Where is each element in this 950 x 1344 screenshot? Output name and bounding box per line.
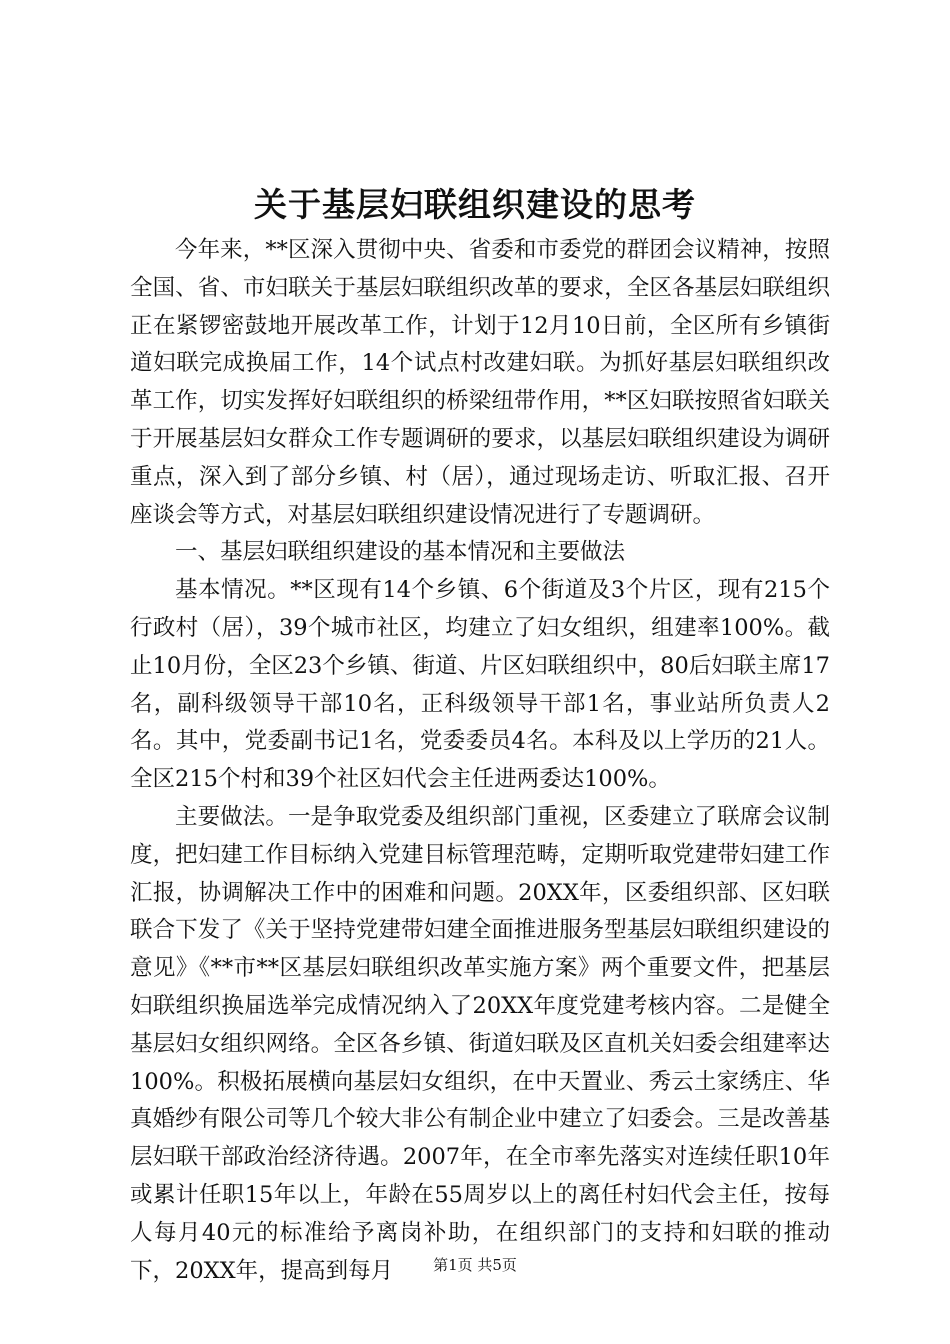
- document-title: 关于基层妇联组织建设的思考: [254, 185, 696, 224]
- paragraph-basic-situation: 基本情况。**区现有14个乡镇、6个街道及3个片区，现有215个行政村（居），39个城市社区，均建立了妇女组织，组建率100%。截止10月份，全区23个乡镇、街道、片区妇联组织中，80后妇联主席17名，副科级领导干部10名，正科级领导干部1名，事业站所负责人2名。其中，党委副书记1名，党委委员4名。本科及以上学历的21人。全区215个村和39个社区妇代会主任进两委达100%。: [130, 577, 830, 793]
- section-heading-1: 一、基层妇联组织建设的基本情况和主要做法: [175, 539, 626, 566]
- document-body: [130, 232, 830, 1290]
- page-number-footer: 第1页 共5页: [433, 1256, 517, 1274]
- paragraph-main-practices: 主要做法。一是争取党委及组织部门重视，区委建立了联席会议制度，把妇建工作目标纳入党建目标管理范畴，定期听取党建带妇建工作汇报，协调解决工作中的困难和问题。20XX年，区委组织部、区妇联联合下发了《关于坚持党建带妇建全面推进服务型基层妇联组织建设的意见》《**市**区基层妇联组织改革实施方案》两个重要文件，把基层妇联组织换届选举完成情况纳入了20XX年度党建考核内容。二是健全基层妇女组织网络。全区各乡镇、街道妇联及区直机关妇委会组建率达100%。积极拓展横向基层妇女组织，在中天置业、秀云土家绣庄、华真婚纱有限公司等几个较大非公有制企业中建立了妇委会。三是改善基层妇联干部政治经济待遇。2007年，在全市率先落实对连续任职10年或累计任职15年以上，年龄在55周岁以上的离任村妇代会主任，按每人每月40元的标准给予离岗补助，在组织部门的支持和妇联的推动下，20XX年，提高到每月: [130, 803, 830, 1284]
- paragraph-intro: 今年来，**区深入贯彻中央、省委和市委党的群团会议精神，按照全国、省、市妇联关于基层妇联组织改革的要求，全区各基层妇联组织正在紧锣密鼓地开展改革工作，计划于12月10日前，全区所有乡镇街道妇联完成换届工作，14个试点村改建妇联。为抓好基层妇联组织改革工作，切实发挥好妇联组织的桥梁纽带作用，**区妇联按照省妇联关于开展基层妇女群众工作专题调研的要求，以基层妇联组织建设为调研重点，深入到了部分乡镇、村（居），通过现场走访、听取汇报、召开座谈会等方式，对基层妇联组织建设情况进行了专题调研。: [130, 237, 830, 528]
